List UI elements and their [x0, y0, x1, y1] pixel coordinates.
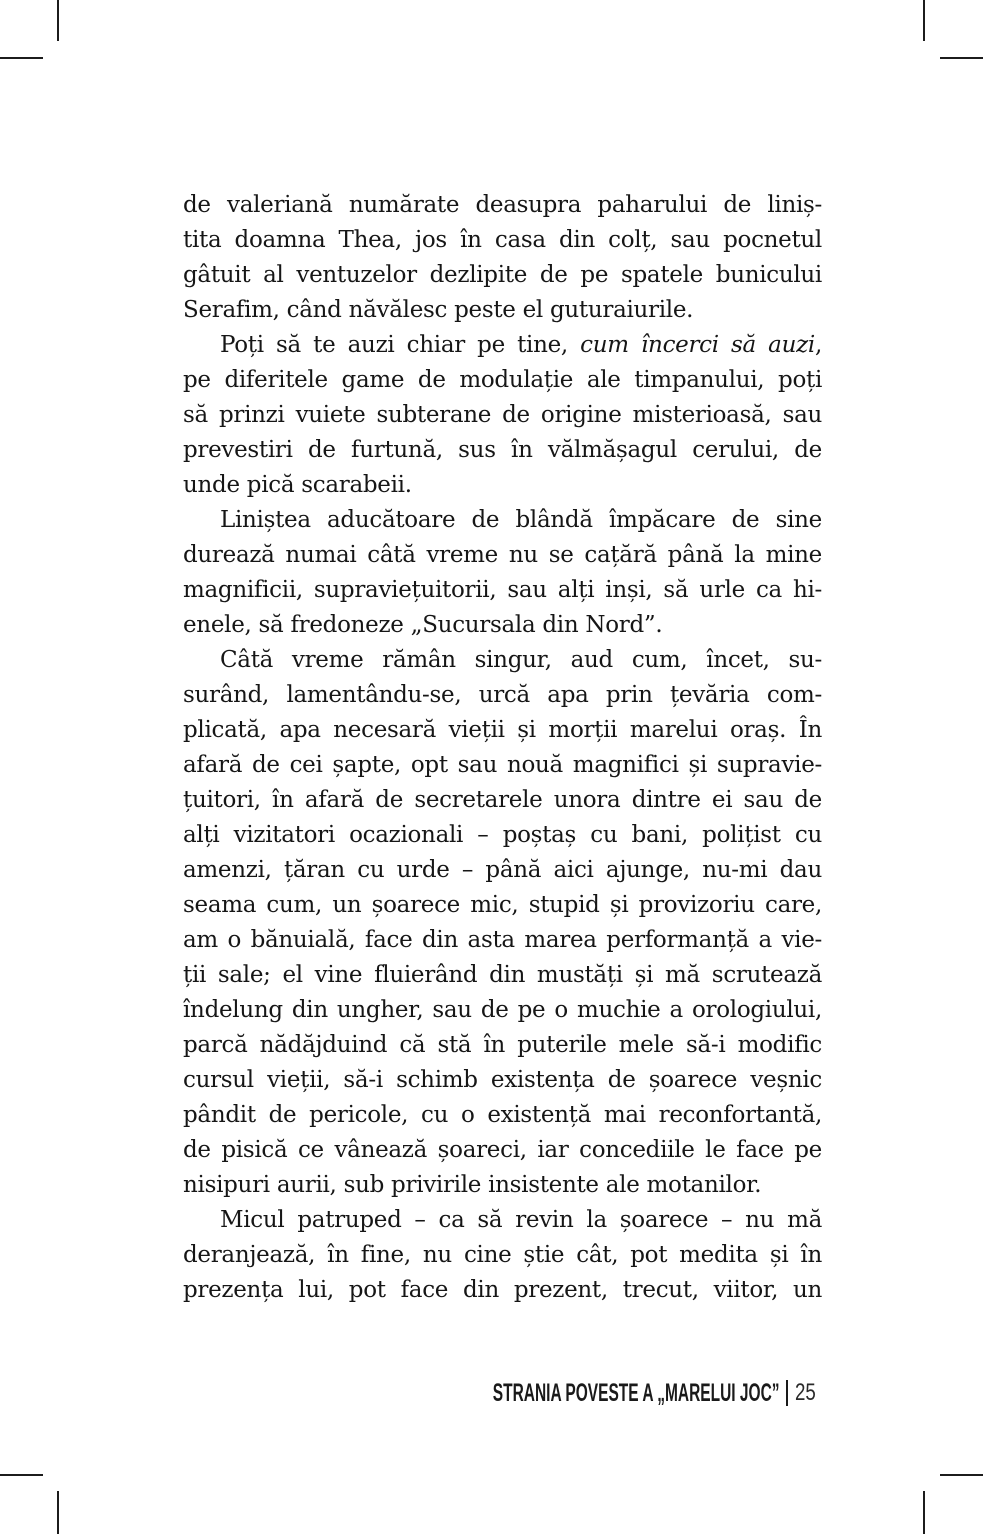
text-segment: tita doamna Thea, jos în casa din colț, sau pocnetul	[183, 227, 822, 253]
text-line	[183, 398, 822, 433]
text-segment: ții sale; el vine fluierând din mustăți și mă scrutează	[183, 962, 822, 988]
text-segment: prevestiri de furtună, sus în vălmășagul cerului, de	[183, 437, 822, 463]
italic-text-segment: cum încerci să auzi	[580, 332, 815, 358]
text-line	[183, 1273, 822, 1308]
crop-mark-top-right-horizontal	[940, 57, 983, 59]
page-number: 25	[795, 1379, 817, 1406]
text-segment: surând, lamentându-se, urcă apa prin țevăria com-	[183, 682, 822, 708]
crop-mark-bottom-right-vertical	[923, 1491, 925, 1534]
text-segment: parcă nădăjduind că stă în puterile mele să-i modific	[183, 1032, 822, 1058]
text-line	[183, 608, 822, 643]
text-segment: deranjează, în fine, nu cine știe cât, pot medita și în	[183, 1242, 822, 1268]
text-segment: țuitori, în afară de secretarele unora dintre ei sau de	[183, 787, 822, 813]
text-line	[183, 713, 822, 748]
text-segment: de pisică ce vânează șoareci, iar concediile le face pe	[183, 1137, 822, 1163]
text-line	[183, 503, 822, 538]
text-segment: Micul patruped – ca să revin la șoarece – nu mă	[220, 1207, 822, 1233]
text-line	[183, 363, 822, 398]
text-segment: prezența lui, pot face din prezent, trecut, viitor, un	[183, 1277, 822, 1303]
text-line	[183, 783, 822, 818]
text-line	[183, 258, 822, 293]
text-line	[183, 433, 822, 468]
text-line	[183, 1168, 822, 1203]
text-line	[183, 293, 822, 328]
text-segment: am o bănuială, face din asta marea performanță a vie-	[183, 927, 822, 953]
text-line	[183, 818, 822, 853]
text-line	[183, 958, 822, 993]
text-line	[183, 328, 822, 363]
text-segment: Poți să te auzi chiar pe tine,	[220, 332, 581, 358]
footer-separator-bar	[786, 1380, 788, 1406]
text-segment: ,	[814, 332, 822, 358]
text-segment: seama cum, un șoarece mic, stupid și provizoriu care,	[183, 892, 822, 918]
text-line	[183, 748, 822, 783]
text-segment: enele, să fredoneze „Sucursala din Nord”.	[183, 612, 663, 638]
text-segment: îndelung din ungher, sau de pe o muchie a orologiului,	[183, 997, 822, 1023]
text-segment: gâtuit al ventuzelor dezlipite de pe spatele bunicului	[183, 262, 822, 288]
text-line	[183, 853, 822, 888]
text-line	[183, 188, 822, 223]
text-segment: amenzi, țăran cu urde – până aici ajunge, nu-mi dau	[183, 857, 822, 883]
text-segment: Liniștea aducătoare de blândă împăcare de sine	[220, 507, 822, 533]
text-segment: afară de cei șapte, opt sau nouă magnifici și supravie-	[183, 752, 822, 778]
crop-mark-top-left-horizontal	[0, 57, 43, 59]
crop-mark-top-right-vertical	[923, 0, 925, 41]
text-segment: nisipuri aurii, sub privirile insistente ale motanilor.	[183, 1172, 762, 1198]
text-line	[183, 678, 822, 713]
text-line	[183, 468, 822, 503]
text-segment: Câtă vreme rămân singur, aud cum, încet, su-	[220, 647, 822, 673]
text-line	[183, 923, 822, 958]
crop-mark-bottom-right-horizontal	[940, 1474, 983, 1476]
text-segment: pe diferitele game de modulație ale timpanului, poți	[183, 367, 822, 393]
text-line	[183, 1063, 822, 1098]
text-segment: să prinzi vuiete subterane de origine misterioasă, sau	[183, 402, 822, 428]
text-line	[183, 1238, 822, 1273]
text-segment: cursul vieții, să-i schimb existența de șoarece veșnic	[183, 1067, 822, 1093]
text-segment: plicată, apa necesară vieții și morții marelui oraș. În	[183, 717, 822, 743]
text-segment: Serafim, când năvălesc peste el guturaiurile.	[183, 297, 694, 323]
text-line	[183, 223, 822, 258]
text-segment: magnificii, supraviețuitorii, sau alți inși, să urle ca hi-	[183, 577, 822, 603]
text-line	[183, 1203, 822, 1238]
text-block	[183, 188, 822, 1308]
text-line	[183, 573, 822, 608]
text-line	[183, 643, 822, 678]
text-line	[183, 1028, 822, 1063]
text-segment: de valeriană numărate deasupra paharului de liniș-	[183, 192, 822, 218]
running-title: STRANIA POVESTE A „MARELUI JOC”	[492, 1378, 780, 1407]
crop-mark-bottom-left-vertical	[57, 1491, 59, 1534]
text-line	[183, 1098, 822, 1133]
text-segment: alți vizitatori ocazionali – poștaș cu bani, polițist cu	[183, 822, 822, 848]
crop-mark-top-left-vertical	[57, 0, 59, 41]
text-segment: unde pică scarabeii.	[183, 472, 412, 498]
text-segment: durează numai câtă vreme nu se cațără până la mine	[183, 542, 822, 568]
text-line	[183, 993, 822, 1028]
crop-mark-bottom-left-horizontal	[0, 1474, 43, 1476]
page-footer	[183, 1378, 822, 1408]
text-line	[183, 888, 822, 923]
text-line	[183, 538, 822, 573]
text-segment: pândit de pericole, cu o existență mai reconfortantă,	[183, 1102, 822, 1128]
text-line	[183, 1133, 822, 1168]
